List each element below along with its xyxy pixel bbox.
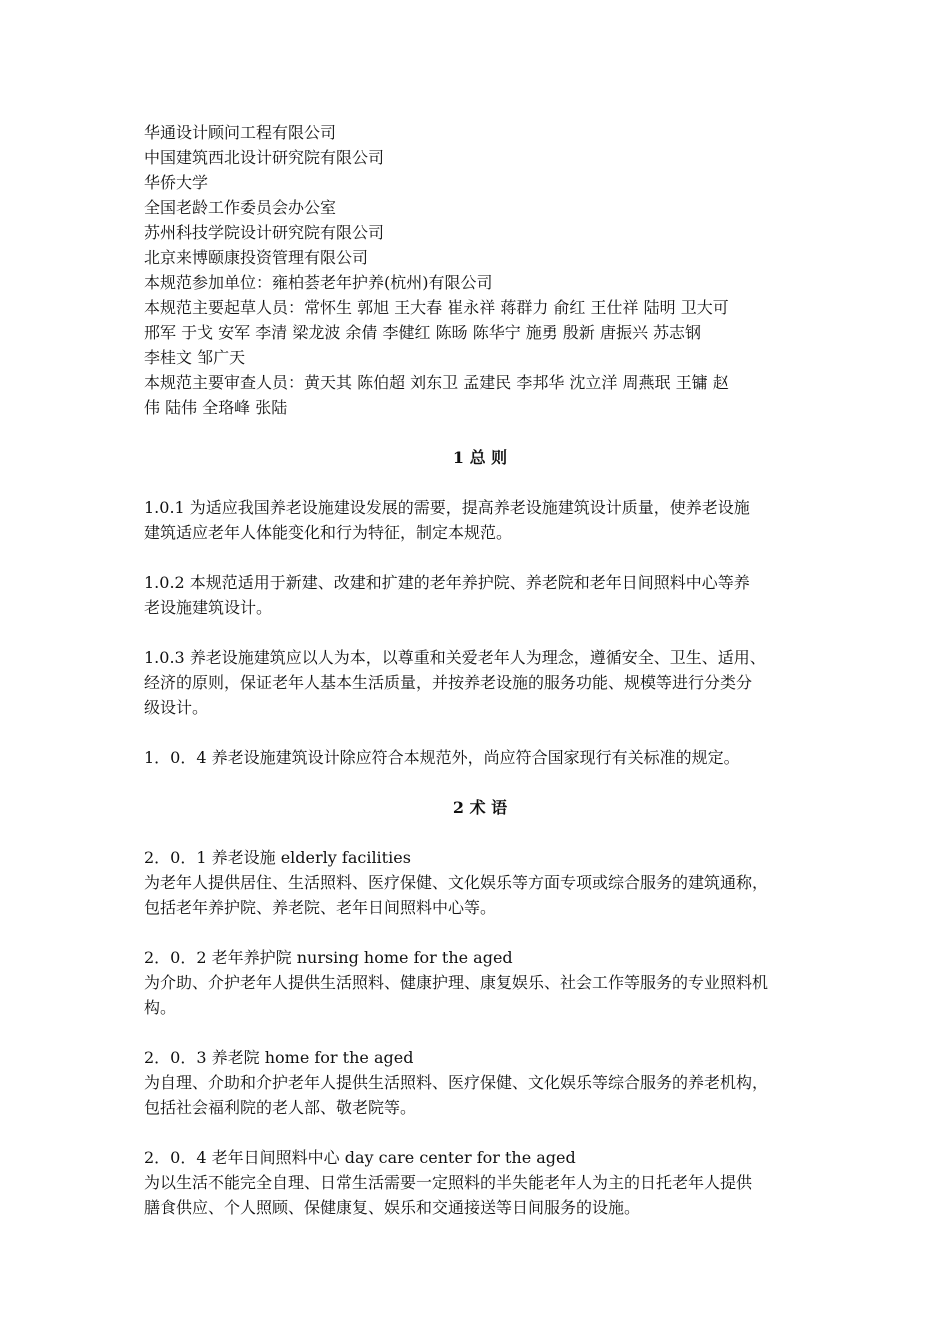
org-item: 北京来博颐康投资管理有限公司 xyxy=(144,248,369,267)
section-terms xyxy=(144,845,816,1220)
term-definition: 膳食供应、个人照顾、保健康复、娱乐和交通接送等日间服务的设施。 xyxy=(144,1198,641,1217)
term-definition: 包括老年养护院、养老院、老年日间照料中心等。 xyxy=(144,898,497,917)
org-item: 华侨大学 xyxy=(144,173,209,192)
participating-unit: 本规范参加单位：雍柏荟老年护养(杭州)有限公司 xyxy=(144,273,493,292)
term-definition: 构。 xyxy=(144,998,177,1017)
drafters-line: 邢军 于戈 安军 李清 梁龙波 余倩 李健红 陈旸 陈华宁 施勇 殷新 唐振兴 苏志钢 xyxy=(144,323,702,342)
term-entry xyxy=(144,1045,816,1120)
section-heading-general: 1 总 则 xyxy=(452,448,508,467)
clause-line: 老设施建筑设计。 xyxy=(144,598,273,617)
clause-line: 1．0．4 养老设施建筑设计除应符合本规范外，尚应符合国家现行有关标准的规定。 xyxy=(144,748,740,767)
drafters-block xyxy=(144,295,816,370)
document-page xyxy=(144,120,816,1220)
clause xyxy=(144,495,816,545)
clause-line: 级设计。 xyxy=(144,698,209,717)
clause-line: 经济的原则，保证老年人基本生活质量，并按养老设施的服务功能、规模等进行分类分 xyxy=(144,673,753,692)
section-general xyxy=(144,495,816,770)
term-title: 2．0．2 老年养护院 nursing home for the aged xyxy=(144,948,513,967)
org-item: 中国建筑西北设计研究院有限公司 xyxy=(144,148,385,167)
term-definition: 为介助、介护老年人提供生活照料、健康护理、康复娱乐、社会工作等服务的专业照料机 xyxy=(144,973,769,992)
reviewers-line: 伟 陆伟 全珞峰 张陆 xyxy=(144,398,288,417)
term-title: 2．0．4 老年日间照料中心 day care center for the aged xyxy=(144,1148,576,1167)
clause-line: 1.0.3 养老设施建筑应以人为本，以尊重和关爱老年人为理念，遵循安全、卫生、适用、 xyxy=(144,648,766,667)
clause-line: 1.0.2 本规范适用于新建、改建和扩建的老年养护院、养老院和老年日间照料中心等养 xyxy=(144,573,750,592)
term-entry xyxy=(144,945,816,1020)
clause xyxy=(144,570,816,620)
term-definition: 包括社会福利院的老人部、敬老院等。 xyxy=(144,1098,417,1117)
org-item: 苏州科技学院设计研究院有限公司 xyxy=(144,223,385,242)
term-definition: 为自理、介助和介护老年人提供生活照料、医疗保健、文化娱乐等综合服务的养老机构， xyxy=(144,1073,769,1092)
org-item: 华通设计顾问工程有限公司 xyxy=(144,123,337,142)
reviewers-block xyxy=(144,370,816,420)
drafters-line: 李桂文 邹广天 xyxy=(144,348,246,367)
term-title: 2．0．1 养老设施 elderly facilities xyxy=(144,848,411,867)
reviewers-line: 本规范主要审查人员：黄天其 陈伯超 刘东卫 孟建民 李邦华 沈立洋 周燕珉 王镛 赵 xyxy=(144,373,729,392)
clause xyxy=(144,745,816,770)
org-list xyxy=(144,120,816,295)
section-heading-terms: 2 术 语 xyxy=(452,798,508,817)
clause-line: 1.0.1 为适应我国养老设施建设发展的需要，提高养老设施建筑设计质量，使养老设施 xyxy=(144,498,750,517)
term-title: 2．0．3 养老院 home for the aged xyxy=(144,1048,414,1067)
term-entry xyxy=(144,1145,816,1220)
org-item: 全国老龄工作委员会办公室 xyxy=(144,198,337,217)
drafters-line: 本规范主要起草人员：常怀生 郭旭 王大春 崔永祥 蒋群力 俞红 王仕祥 陆明 卫大可 xyxy=(144,298,729,317)
term-definition: 为以生活不能完全自理、日常生活需要一定照料的半失能老年人为主的日托老年人提供 xyxy=(144,1173,753,1192)
clause-line: 建筑适应老年人体能变化和行为特征，制定本规范。 xyxy=(144,523,513,542)
term-definition: 为老年人提供居住、生活照料、医疗保健、文化娱乐等方面专项或综合服务的建筑通称， xyxy=(144,873,769,892)
clause xyxy=(144,645,816,720)
term-entry xyxy=(144,845,816,920)
